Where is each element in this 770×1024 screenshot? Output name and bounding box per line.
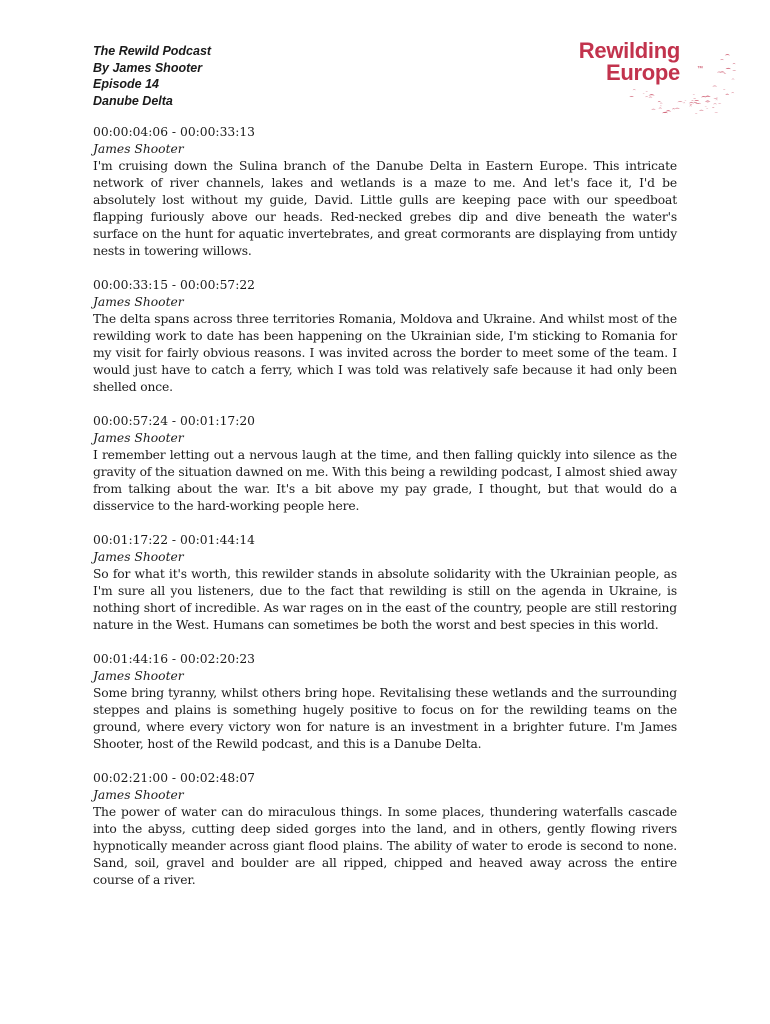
segment-timecode: 00:02:21:00 - 00:02:48:07 bbox=[93, 771, 256, 785]
logo-word-rewilding: Rewilding bbox=[578, 38, 680, 63]
segment-timecode: 00:00:04:06 - 00:00:33:13 bbox=[93, 125, 256, 139]
segment-timecode: 00:00:33:15 - 00:00:57:22 bbox=[93, 278, 256, 292]
transcript-segment bbox=[93, 124, 677, 260]
transcript-segment bbox=[93, 651, 677, 753]
segment-timecode: 00:01:17:22 - 00:01:44:14 bbox=[93, 533, 256, 547]
segment-text: I remember letting out a nervous laugh at the time, and then falling quickly into silence as the gravity of the situation dawned on me. With this being a rewilding podcast, I almost shied away from talking about the war. It's a bit above my pay grade, I thought, but that would do a disservice to the hard-working people here. bbox=[93, 448, 677, 513]
segment-timecode: 00:00:57:24 - 00:01:17:20 bbox=[93, 414, 256, 428]
segment-timecode: 00:01:44:16 - 00:02:20:23 bbox=[93, 652, 256, 666]
segment-speaker: James Shooter bbox=[93, 295, 184, 309]
episode-title: Danube Delta bbox=[93, 93, 173, 108]
logo-word-europe: Europe bbox=[606, 60, 680, 85]
transcript-segment bbox=[93, 770, 677, 889]
document-header bbox=[93, 43, 211, 109]
transcript-segment bbox=[93, 413, 677, 515]
transcript-segment bbox=[93, 277, 677, 396]
episode-number: Episode 14 bbox=[93, 77, 159, 91]
segment-speaker: James Shooter bbox=[93, 431, 184, 445]
segment-speaker: James Shooter bbox=[93, 669, 184, 683]
rewilding-europe-logo bbox=[572, 30, 742, 114]
segment-speaker: James Shooter bbox=[93, 550, 184, 564]
transcript-segment bbox=[93, 532, 677, 634]
segment-text: So for what it's worth, this rewilder stands in absolute solidarity with the Ukrainian people, as I'm sure all you listeners, due to the fact that rewilding is still on the agenda in Ukraine, is nothing short of incredible. As war rages on in the east of the country, people are still restoring nature in the West. Humans can sometimes be both the worst and best species in this world. bbox=[93, 567, 677, 632]
segment-text: Some bring tyranny, whilst others bring hope. Revitalising these wetlands and the surrounding steppes and plains is something hugely positive to focus on for the rewilding teams on the ground, where every victory won for nature is an investment in a brighter future. I'm James Shooter, host of the Rewild podcast, and this is a Danube Delta. bbox=[93, 686, 677, 751]
podcast-title: The Rewild Podcast bbox=[93, 44, 212, 58]
flock-of-birds-icon bbox=[572, 30, 742, 114]
segment-speaker: James Shooter bbox=[93, 142, 184, 156]
trademark-mark: ™ bbox=[697, 66, 703, 72]
author-line: By James Shooter bbox=[93, 60, 203, 75]
segment-text: The delta spans across three territories Romania, Moldova and Ukraine. And whilst most of the rewilding work to date has been happening on the Ukrainian side, I'm sticking to Romania for my visit for fairly obvious reasons. I was invited across the border to meet some of the team. I would just have to catch a ferry, which I was told was relatively safe because it had only been shelled once. bbox=[93, 312, 677, 394]
segment-text: The power of water can do miraculous things. In some places, thundering waterfalls cascade into the abyss, cutting deep sided gorges into the land, and in others, gently flowing rivers hypnotically meander across giant flood plains. The ability of water to erode is second to none. Sand, soil, gravel and boulder are all ripped, chipped and heaved away across the entire course of a river. bbox=[93, 805, 677, 887]
transcript bbox=[93, 124, 677, 906]
segment-speaker: James Shooter bbox=[93, 788, 184, 802]
segment-text: I'm cruising down the Sulina branch of the Danube Delta in Eastern Europe. This intricate network of river channels, lakes and wetlands is a maze to me. And let's face it, I'd be absolutely lost without my guide, David. Little gulls are keeping pace with our speedboat flapping furiously above our heads. Red-necked grebes dip and dive beneath the water's surface on the hunt for aquatic invertebrates, and great cormorants are displaying from untidy nests in towering willows. bbox=[93, 159, 677, 258]
